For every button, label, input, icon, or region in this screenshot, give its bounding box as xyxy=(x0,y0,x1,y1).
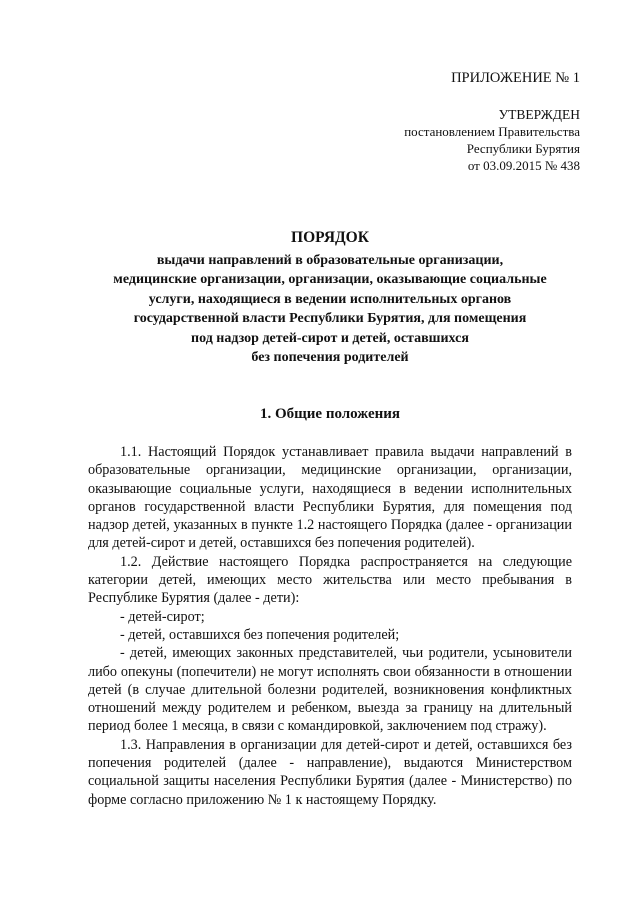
section-heading: 1. Общие положения xyxy=(259,406,401,422)
approval-header xyxy=(404,70,580,174)
list-item-legal-representatives: - детей, имеющих законных представителей, чьи родители, усыновители либо опекуны (попечители) не могут исполнять свои обязанности в отношении детей (в случае длительной болезни родителей, возникновения конфликтных отношений между родителем и ребенком, выезда за границу на длительный период более 1 месяца, в связи с командировкой, заключением под стражу). xyxy=(88,645,572,735)
paragraph-1-3: 1.3. Направления в организации для детей-сирот и детей, оставшихся без попечения родителей (далее - направление), выдаются Министерством социальной защиты населения Республики Бурятия (далее - Министерство) по форме согласно приложению № 1 к настоящему Порядку. xyxy=(88,736,572,808)
title-main: ПОРЯДОК xyxy=(291,229,369,246)
paragraph-1-2: 1.2. Действие настоящего Порядка распространяется на следующие категории детей, имеющих место жительства или место пребывания в Республике Бурятия (далее - дети): xyxy=(88,553,572,607)
paragraph-1-1: 1.1. Настоящий Порядок устанавливает правила выдачи направлений в образовательные организации, медицинские организации, организации, оказывающие социальные услуги, находящиеся в ведении исполнительных органов государственной власти Республики Бурятия, для помещения под надзор детей, указанных в пункте 1.2 настоящего Порядка (далее - организации для детей-сирот и детей, оставшихся без попечения родителей). xyxy=(88,444,572,552)
appendix-label: ПРИЛОЖЕНИЕ № 1 xyxy=(451,70,580,86)
title-line-1: выдачи направлений в образовательные организации, xyxy=(156,252,504,268)
approved-label: УТВЕРЖДЕН xyxy=(498,107,580,122)
approved-by-line-1: постановлением Правительства xyxy=(404,124,580,139)
section-body xyxy=(88,443,572,809)
decree-date-number: от 03.09.2015 № 438 xyxy=(467,158,580,173)
title-line-3: услуги, находящиеся в ведении исполнительных органов xyxy=(148,291,512,307)
title-line-5: под надзор детей-сирот и детей, оставшихся xyxy=(191,330,469,346)
title-line-2: медицинские организации, организации, оказывающие социальные xyxy=(113,272,547,287)
document-title xyxy=(80,228,580,368)
title-line-4: государственной власти Республики Бурятия, для помещения xyxy=(133,311,527,326)
approved-by-line-2: Республики Бурятия xyxy=(466,141,580,156)
list-item-orphans: - детей-сирот; xyxy=(120,608,205,625)
list-item-without-care: - детей, оставшихся без попечения родителей; xyxy=(120,626,400,643)
title-line-6: без попечения родителей xyxy=(251,350,409,365)
